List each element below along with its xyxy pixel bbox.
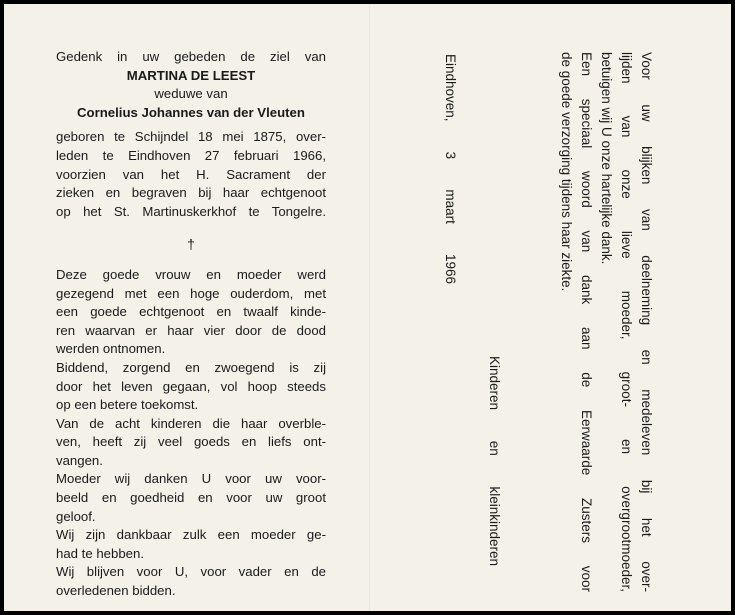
bio-line: zieken en begraven bij haar echtgenoot — [56, 185, 326, 201]
text-line: overledenen bidden. — [56, 583, 176, 599]
bio-line: leden te Eindhoven 27 februari 1966, — [56, 147, 326, 163]
date-text: Eindhoven, 3 maart 1966 — [443, 54, 458, 284]
thanks-line: lijden van onze lieve moeder, groot- en overgrootmoeder, — [619, 52, 634, 592]
left-panel — [56, 48, 326, 601]
signature-line — [484, 356, 504, 566]
text-line: geloof. — [56, 508, 96, 524]
text-line: een goede echtgenoot en twaalf kinde- — [56, 304, 326, 320]
text-line: vangen. — [56, 452, 103, 468]
memorial-card — [4, 4, 731, 611]
paragraph — [56, 470, 326, 526]
thanks-line: de goede verzorging tijdens haar ziekte. — [559, 52, 574, 292]
card-fold — [369, 4, 371, 611]
text-line: werden ontnomen. — [56, 341, 166, 357]
paragraph — [56, 266, 326, 359]
date-line — [440, 54, 460, 284]
bio-line: op het St. Martinuskerkhof te Tongelre. — [56, 203, 326, 219]
bio-block — [56, 128, 326, 221]
thanks-line: betuigen wij U onze hartelijke dank. — [599, 52, 614, 265]
husband-name: Cornelius Johannes van der Vleuten — [77, 104, 305, 120]
text-line: Deze goede vrouw en moeder werd — [56, 266, 326, 282]
text-line: ren waarvan er haar vier door de dood — [56, 322, 326, 338]
bio-line: geboren te Schijndel 18 mei 1875, over- — [56, 129, 326, 145]
text-line: beeld en goedheid en voor uw groot — [56, 490, 326, 506]
thanks-line: Voor uw blijken van deelneming en medeleven bij het over- — [639, 52, 654, 592]
paragraph — [56, 415, 326, 471]
text-line: Biddend, zorgend en zwoegend is zij — [56, 359, 326, 375]
text-line: door het leven gegaan, vol hoop steeds — [56, 378, 326, 394]
text-line: Wij zijn dankbaar zulk een moeder ge- — [56, 527, 326, 543]
widow-of-line: weduwe van — [154, 86, 228, 102]
cross-icon: † — [187, 236, 195, 253]
text-line: Moeder wij danken U voor uw voor- — [56, 471, 326, 487]
text-line: Wij blijven voor U, voor vader en de — [56, 564, 326, 580]
paragraph — [56, 359, 326, 415]
intro-line: Gedenk in uw gebeden de ziel van — [56, 49, 326, 64]
thanks-block — [556, 52, 656, 592]
text-line: Van de acht kinderen die haar overble- — [56, 415, 326, 431]
text-line: ven, heeft zij veel goeds en liefs ont- — [56, 434, 326, 450]
text-line: had te hebben. — [56, 545, 144, 561]
bio-line: voorzien van het H. Sacrament der — [56, 166, 326, 182]
signature-text: Kinderen en kleinkinderen — [487, 356, 502, 566]
thanks-line: Een speciaal woord van dank aan de Eerwaarde Zusters voor — [579, 52, 594, 592]
deceased-name: MARTINA DE LEEST — [126, 67, 256, 83]
text-line: op een betere toekomst. — [56, 397, 199, 413]
paragraph — [56, 526, 326, 563]
text-line: gezegend met een hoge ouderdom, met — [56, 285, 326, 301]
paragraph — [56, 563, 326, 600]
